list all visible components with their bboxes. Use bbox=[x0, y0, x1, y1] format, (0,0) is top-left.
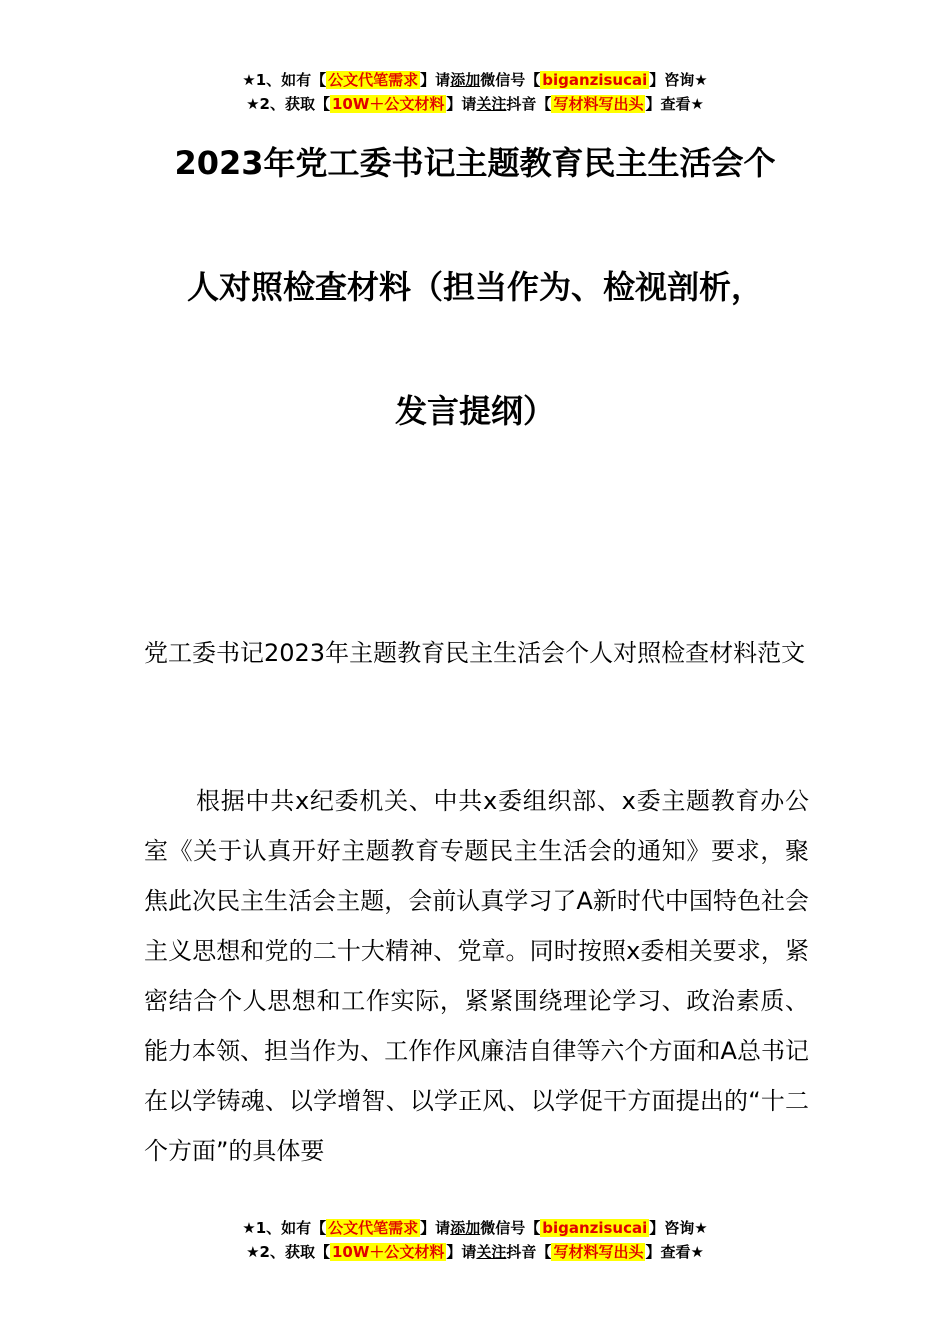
title-line-3: 发言提纲） bbox=[394, 392, 555, 430]
douyin-id-highlight: 写材料写出头 bbox=[553, 1243, 644, 1261]
promo-banner-top bbox=[0, 68, 950, 116]
title-line-2: 人对照检查材料（担当作为、检视剖析， bbox=[186, 268, 763, 306]
promo-line-2: ★2、获取【 10W＋公文材料 】请关注抖音【 写材料写出头 】查看★ bbox=[246, 95, 704, 113]
douyin-id-highlight: 写材料写出头 bbox=[553, 95, 644, 113]
service-highlight: 公文代笔需求 bbox=[328, 1219, 419, 1237]
title-line-1: 2023年党工委书记主题教育民主生活会个 bbox=[174, 144, 776, 182]
service-highlight: 公文代笔需求 bbox=[328, 71, 419, 89]
promo-banner-bottom bbox=[0, 1216, 950, 1264]
promo-line-1: ★1、如有【 公文代笔需求 】请添加微信号【 biganzisucai 】咨询★ bbox=[242, 1219, 708, 1237]
body-paragraph: 根据中共x纪委机关、中共x委组织部、x委主题教育办公室《关于认真开好主题教育专题民主生活会的通知》要求，聚焦此次民主生活会主题，会前认真学习了A新时代中国特色社会主义思想和党的二十大精神、党章。同时按照x委相关要求，紧密结合个人思想和工作实际，紧紧围绕理论学习、政治素质、能力本领、担当作为、工作作风廉洁自律等六个方面和A总书记在以学铸魂、以学增智、以学正风、以学促干方面提出的“十二个方面”的具体要 bbox=[144, 787, 809, 1165]
document-subtitle: 党工委书记2023年主题教育民主生活会个人对照检查材料范文 bbox=[144, 639, 806, 667]
promo-line-2: ★2、获取【 10W＋公文材料 】请关注抖音【 写材料写出头 】查看★ bbox=[246, 1243, 704, 1261]
promo-line-1: ★1、如有【 公文代笔需求 】请添加微信号【 biganzisucai 】咨询★ bbox=[242, 71, 708, 89]
wechat-id-highlight: biganzisucai bbox=[542, 1219, 648, 1237]
wechat-id-highlight: biganzisucai bbox=[542, 71, 648, 89]
materials-highlight: 10W＋公文材料 bbox=[331, 1243, 445, 1261]
document-title bbox=[140, 146, 810, 518]
materials-highlight: 10W＋公文材料 bbox=[331, 95, 445, 113]
